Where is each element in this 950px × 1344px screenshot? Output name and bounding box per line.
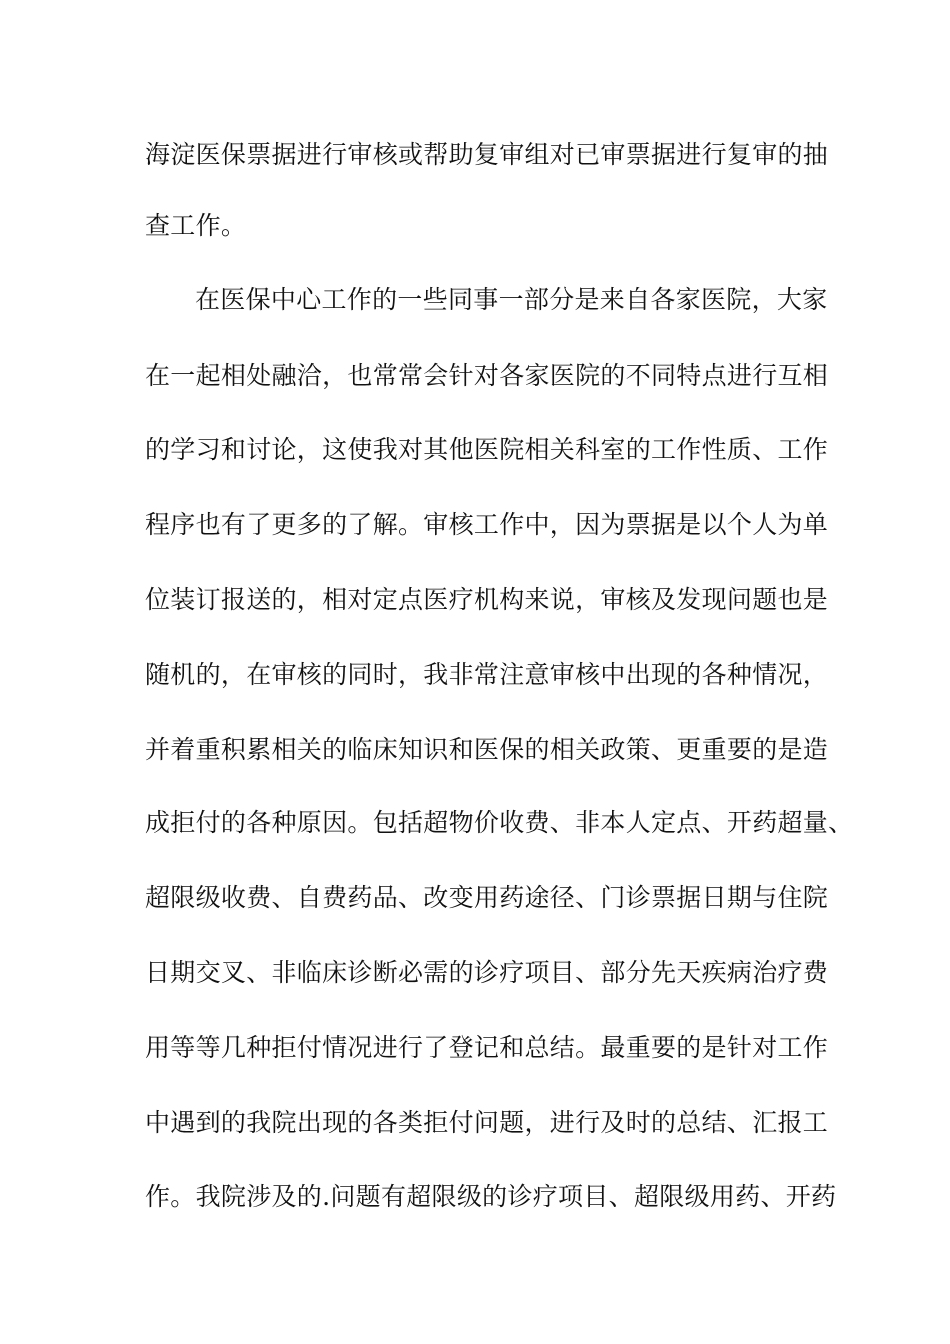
- paragraph-line-1: 海淀医保票据进行审核或帮助复审组对已审票据进行复审的抽: [145, 140, 829, 169]
- paragraph-line-6: 程序也有了更多的了解。审核工作中，因为票据是以个人为单: [145, 510, 829, 539]
- paragraph-line-5: 的学习和讨论，这使我对其他医院相关科室的工作性质、工作: [145, 435, 829, 464]
- paragraph-line-8: 随机的，在审核的同时，我非常注意审核中出现的各种情况，: [145, 660, 829, 689]
- paragraph-line-12: 日期交叉、非临床诊断必需的诊疗项目、部分先天疾病治疗费: [145, 958, 829, 987]
- paragraph-line-13: 用等等几种拒付情况进行了登记和总结。最重要的是针对工作: [145, 1033, 829, 1062]
- paragraph-line-10: 成拒付的各种原因。包括超物价收费、非本人定点、开药超量、: [145, 808, 854, 837]
- paragraph-line-14: 中遇到的我院出现的各类拒付问题，进行及时的总结、汇报工: [145, 1108, 829, 1137]
- paragraph-line-7: 位装订报送的，相对定点医疗机构来说，审核及发现问题也是: [145, 585, 829, 614]
- paragraph-line-4: 在一起相处融洽，也常常会针对各家医院的不同特点进行互相: [145, 361, 829, 390]
- paragraph-line-3: 在医保中心工作的一些同事一部分是来自各家医院，大家: [195, 285, 828, 314]
- paragraph-line-2: 查工作。: [145, 211, 247, 240]
- paragraph-line-9: 并着重积累相关的临床知识和医保的相关政策、更重要的是造: [145, 735, 829, 764]
- paragraph-line-11: 超限级收费、自费药品、改变用药途径、门诊票据日期与住院: [145, 883, 829, 912]
- paragraph-line-15: 作。我院涉及的.问题有超限级的诊疗项目、超限级用药、开药: [145, 1182, 837, 1211]
